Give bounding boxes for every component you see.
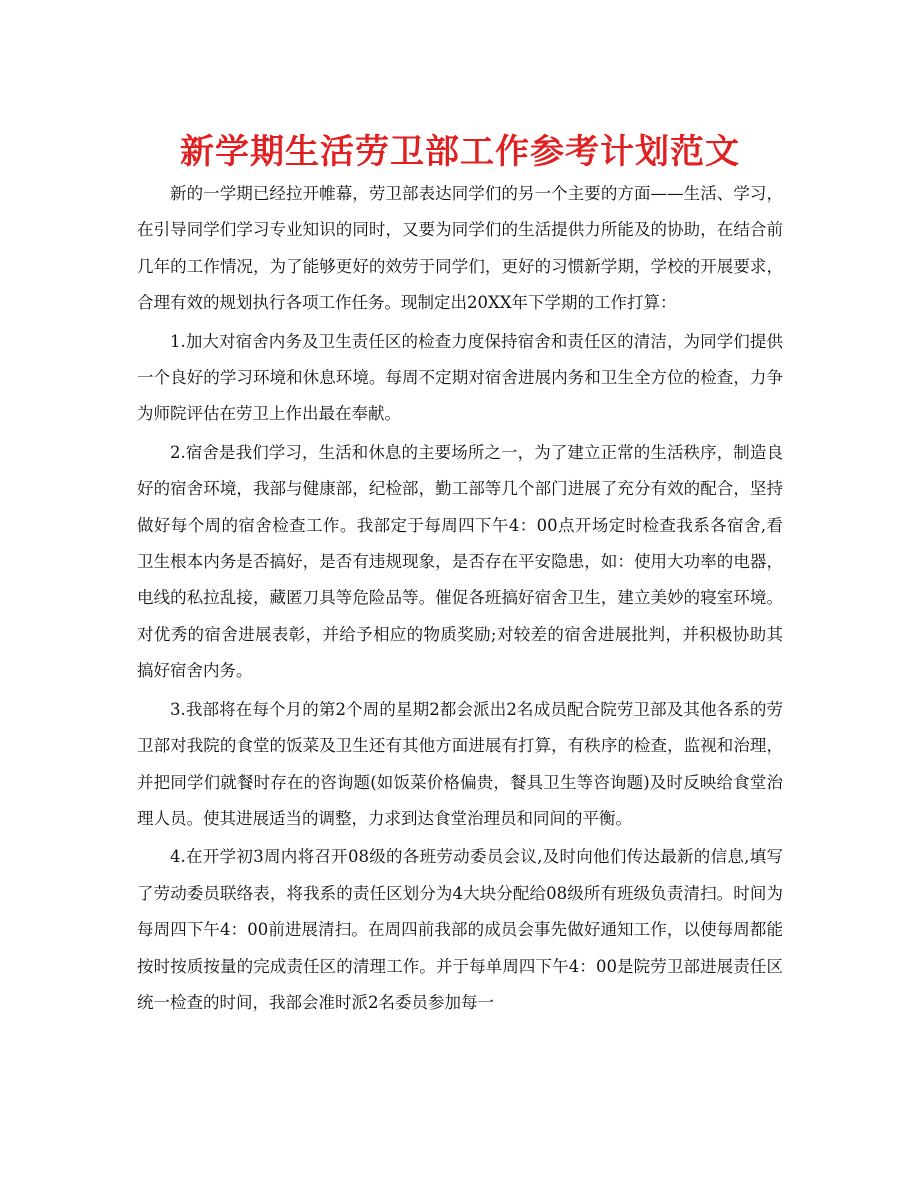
document-title: 新学期生活劳卫部工作参考计划范文 — [180, 132, 740, 172]
paragraph-item-1: 1.加大对宿舍内务及卫生责任区的检查力度保持宿舍和责任区的清洁，为同学们提供一个良好的学习环境和休息环境。每周不定期对宿舍进展内务和卫生全方位的检查，力争为师院评估在劳卫上作出最在奉献。 — [137, 331, 783, 424]
paragraph-item-2: 2.宿舍是我们学习，生活和休息的主要场所之一，为了建立正常的生活秩序，制造良好的宿舍环境，我部与健康部，纪检部，勤工部等几个部门进展了充分有效的配合，坚持做好每个周的宿舍检查工作。我部定于每周四下午4：00点开场定时检查我系各宿舍,看卫生根本内务是否搞好，是否有违规现象，是否存在平安隐患，如：使用大功率的电器，电线的私拉乱接，藏匿刀具等危险品等。催促各班搞好宿舍卫生，建立美妙的寝室环境。对优秀的宿舍进展表彰，并给予相应的物质奖励;对较差的宿舍进展批判，并积极协助其搞好宿舍内务。 — [137, 442, 783, 681]
paragraph-item-3: 3.我部将在每个月的第2个周的星期2都会派出2名成员配合院劳卫部及其他各系的劳卫部对我院的食堂的饭菜及卫生还有其他方面进展有打算，有秩序的检查，监视和治理，并把同学们就餐时存在的咨询题(如饭菜价格偏贵，餐具卫生等咨询题)及时反映给食堂治理人员。使其进展适当的调整，力求到达食堂治理员和同间的平衡。 — [137, 699, 783, 828]
paragraph-item-4: 4.在开学初3周内将召开08级的各班劳动委员会议,及时向他们传达最新的信息,填写了劳动委员联络表，将我系的责任区划分为4大块分配给08级所有班级负责清扫。时间为每周四下午4：00前进展清扫。在周四前我部的成员会事先做好通知工作，以使每周都能按时按质按量的完成责任区的清理工作。并于每单周四下午4：00是院劳卫部进展责任区统一检查的时间，我部会准时派2名委员参加每一 — [137, 847, 783, 1012]
document-body — [137, 176, 783, 1021]
paragraph-intro: 新的一学期已经拉开帷幕，劳卫部表达同学们的另一个主要的方面——生活、学习，在引导同学们学习专业知识的同时，又要为同学们的生活提供力所能及的协助，在结合前几年的工作情况，为了能够更好的效劳于同学们，更好的习惯新学期，学校的开展要求，合理有效的规划执行各项工作任务。现制定出20XX年下学期的工作打算： — [137, 184, 783, 313]
